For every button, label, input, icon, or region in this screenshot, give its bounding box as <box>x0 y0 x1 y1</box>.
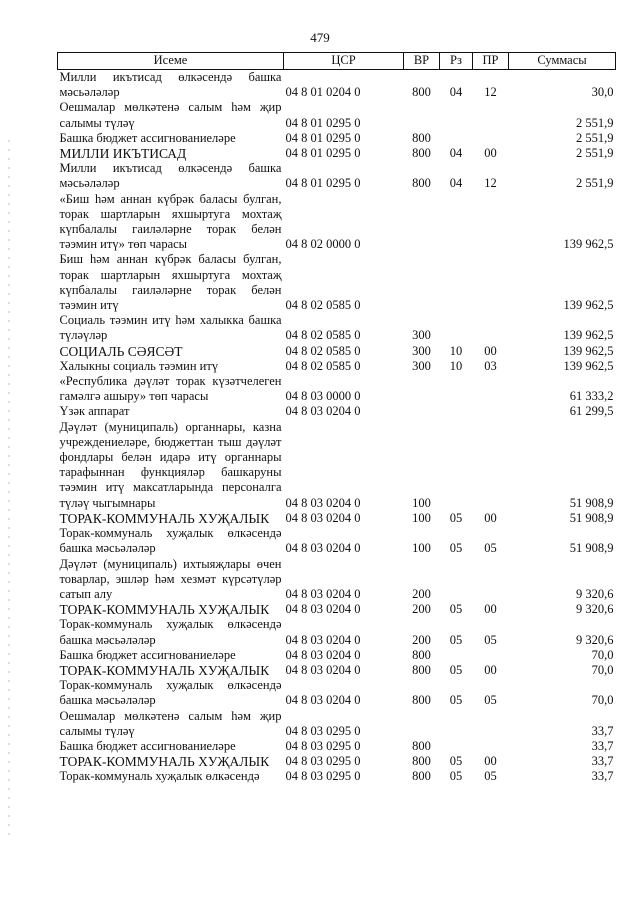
table-row <box>58 420 616 511</box>
table-row <box>58 769 616 784</box>
cell-rz: 05 <box>449 541 463 556</box>
cell-pr <box>473 739 509 754</box>
cell-rz: 04 <box>449 85 463 100</box>
cell-name: Торак-коммуналь хуҗалык өлкәсендә башка мәсьәләләр <box>59 526 282 556</box>
cell-rz: 05 <box>449 754 463 769</box>
cell-pr <box>473 374 509 404</box>
cell-sum: 139 962,5 <box>563 358 614 373</box>
cell-pr: 05 <box>484 693 497 708</box>
cell-vr: 300 <box>412 328 431 343</box>
cell-sum: 33,7 <box>591 754 614 769</box>
cell-name: Башка бюджет ассигнованиеләре <box>59 130 236 145</box>
cell-sum: 30,0 <box>591 85 614 100</box>
cell-pr: 05 <box>484 541 497 556</box>
cell-pr <box>473 404 509 419</box>
cell-rz <box>440 648 473 663</box>
cell-csr: 04 8 03 0204 0 <box>285 602 361 617</box>
cell-name: Торак-коммуналь хуҗалык өлкәсендә <box>59 769 260 784</box>
cell-name: Оешмалар мөлкәтенә салым һәм җир салымы түләү <box>59 100 282 130</box>
cell-csr: 04 8 03 0295 0 <box>285 723 361 738</box>
table-row <box>58 617 616 647</box>
cell-csr: 04 8 03 0295 0 <box>285 754 361 769</box>
cell-name: «Биш һәм аннан күбрәк баласы булган, торак шартларын яхшыртуга мохтаҗ күпбалалы гаиләләрне торак белән тәэмин итү» төп чарасы <box>59 191 282 252</box>
header-vr: ВР <box>404 53 440 70</box>
cell-sum: 70,0 <box>591 647 614 662</box>
cell-vr: 800 <box>412 754 431 769</box>
table-row <box>58 359 616 374</box>
cell-rz: 05 <box>449 662 463 677</box>
cell-pr: 05 <box>484 769 497 784</box>
cell-sum: 2 551,9 <box>576 130 614 145</box>
cell-name: ТОРАК-КОММУНАЛЬ ХУҖАЛЫК <box>59 662 270 678</box>
table-row <box>58 344 616 359</box>
cell-csr: 04 8 03 0204 0 <box>285 693 361 708</box>
table-row <box>58 100 616 130</box>
cell-name: ТОРАК-КОММУНАЛЬ ХУҖАЛЫК <box>59 602 270 618</box>
cell-vr: 200 <box>412 632 431 647</box>
cell-vr <box>404 404 440 419</box>
page-number: 479 <box>310 30 330 45</box>
table-row <box>58 161 616 191</box>
cell-csr: 04 8 03 0204 0 <box>285 632 361 647</box>
cell-sum: 51 908,9 <box>569 541 614 556</box>
cell-pr: 00 <box>484 602 497 617</box>
cell-pr <box>473 420 509 511</box>
header-sum: Суммасы <box>509 53 616 70</box>
cell-csr: 04 8 03 0000 0 <box>285 389 361 404</box>
cell-sum: 2 551,9 <box>576 146 614 161</box>
cell-vr: 800 <box>412 130 431 145</box>
cell-name: Дәүләт (муниципаль) ихтыяҗлары өчен товарлар, эшләр һәм хезмәт күрсәтүләр сатып алу <box>59 556 282 601</box>
cell-vr: 100 <box>412 541 431 556</box>
table-row <box>58 602 616 617</box>
table-row <box>58 739 616 754</box>
cell-csr: 04 8 03 0204 0 <box>285 404 361 419</box>
cell-name: ТОРАК-КОММУНАЛЬ ХУҖАЛЫК <box>59 754 270 770</box>
cell-vr <box>404 374 440 404</box>
cell-vr: 300 <box>412 343 431 358</box>
cell-sum: 139 962,5 <box>563 343 614 358</box>
cell-pr: 00 <box>484 146 497 161</box>
table-row <box>58 131 616 146</box>
cell-sum: 9 320,6 <box>576 632 614 647</box>
header-pr: ПР <box>473 53 509 70</box>
cell-csr: 04 8 03 0204 0 <box>285 541 361 556</box>
cell-rz: 10 <box>449 343 463 358</box>
cell-vr: 100 <box>412 495 431 510</box>
cell-pr: 12 <box>484 176 497 191</box>
cell-sum: 61 333,2 <box>569 389 614 404</box>
cell-pr: 03 <box>484 358 497 373</box>
cell-rz <box>440 420 473 511</box>
cell-vr: 200 <box>412 586 431 601</box>
cell-rz: 05 <box>449 769 463 784</box>
cell-rz: 05 <box>449 693 463 708</box>
cell-pr <box>473 192 509 253</box>
cell-csr: 04 8 01 0295 0 <box>285 176 361 191</box>
cell-rz <box>440 192 473 253</box>
cell-rz: 05 <box>449 510 463 525</box>
header-csr: ЦСР <box>284 53 404 70</box>
table-row <box>58 192 616 253</box>
cell-name: Оешмалар мөлкәтенә салым һәм җир салымы түләү <box>59 708 282 738</box>
table-row <box>58 404 616 419</box>
table-row <box>58 70 616 101</box>
cell-rz <box>440 374 473 404</box>
cell-csr: 04 8 02 0000 0 <box>285 237 361 252</box>
cell-name: Социаль тәэмин итү һәм халыкка башка түләүләр <box>59 313 282 343</box>
table-row <box>58 754 616 769</box>
cell-name: «Республика дәүләт торак күзәтчелеген гамәлгә ашыру» төп чарасы <box>59 374 282 404</box>
cell-csr: 04 8 02 0585 0 <box>285 358 361 373</box>
cell-name: Башка бюджет ассигнованиеләре <box>59 738 236 753</box>
cell-csr: 04 8 03 0204 0 <box>285 586 361 601</box>
cell-sum: 9 320,6 <box>576 602 614 617</box>
cell-rz <box>440 252 473 313</box>
cell-pr: 00 <box>484 662 497 677</box>
cell-name: Биш һәм аннан күбрәк баласы булган, торак шартларын яхшыртуга мохтаҗ күпбалалы гаиләләрне торак белән тәэмин итү <box>59 252 282 313</box>
cell-rz <box>440 739 473 754</box>
cell-pr <box>473 252 509 313</box>
cell-pr <box>473 648 509 663</box>
cell-name: ТОРАК-КОММУНАЛЬ ХУҖАЛЫК <box>59 510 270 526</box>
cell-rz <box>440 313 473 343</box>
cell-vr <box>404 709 440 739</box>
cell-csr: 04 8 02 0585 0 <box>285 328 361 343</box>
cell-rz: 04 <box>449 146 463 161</box>
cell-csr: 04 8 01 0295 0 <box>285 130 361 145</box>
table-row <box>58 648 616 663</box>
header-name: Исеме <box>58 53 284 70</box>
cell-pr <box>473 709 509 739</box>
cell-csr: 04 8 03 0204 0 <box>285 662 361 677</box>
cell-name: Дәүләт (муниципаль) органнары, казна учреждениеләре, бюджеттан тыш дәүләт фондлары белән идарә итү органнары тарафыннан функцияләр башкаруны тәэмин итү максатларында персоналга түләү чыгымнары <box>59 419 282 510</box>
cell-vr: 800 <box>412 647 431 662</box>
cell-sum: 33,7 <box>591 723 614 738</box>
cell-pr: 00 <box>484 510 497 525</box>
table-row <box>58 252 616 313</box>
cell-name: Торак-коммуналь хуҗалык өлкәсендә башка мәсьәләләр <box>59 617 282 647</box>
cell-vr: 800 <box>412 738 431 753</box>
table-header-row <box>58 53 616 70</box>
cell-rz: 05 <box>449 602 463 617</box>
cell-vr: 800 <box>412 769 431 784</box>
cell-csr: 04 8 03 0204 0 <box>285 495 361 510</box>
cell-vr <box>404 100 440 130</box>
cell-rz <box>440 131 473 146</box>
table-row <box>58 374 616 404</box>
cell-csr: 04 8 03 0295 0 <box>285 738 361 753</box>
cell-rz: 04 <box>449 176 463 191</box>
cell-sum: 70,0 <box>591 662 614 677</box>
table-row <box>58 511 616 526</box>
table-row <box>58 557 616 603</box>
scan-margin-marks <box>8 140 10 840</box>
cell-pr <box>473 131 509 146</box>
cell-csr: 04 8 03 0295 0 <box>285 769 361 784</box>
cell-name: Башка бюджет ассигнованиеләре <box>59 647 236 662</box>
cell-csr: 04 8 03 0204 0 <box>285 647 361 662</box>
cell-csr: 04 8 01 0295 0 <box>285 146 361 161</box>
cell-vr: 200 <box>412 602 431 617</box>
cell-sum: 33,7 <box>591 769 614 784</box>
cell-vr: 800 <box>412 176 431 191</box>
cell-name: Үзәк аппарат <box>59 404 130 419</box>
cell-csr: 04 8 02 0585 0 <box>285 298 361 313</box>
header-rz: Рз <box>440 53 473 70</box>
cell-rz <box>440 709 473 739</box>
cell-vr: 800 <box>412 693 431 708</box>
table-row <box>58 709 616 739</box>
cell-vr: 100 <box>412 510 431 525</box>
cell-rz <box>440 557 473 603</box>
cell-name: Торак-коммуналь хуҗалык өлкәсендә башка мәсьәләләр <box>59 678 282 708</box>
table-row <box>58 146 616 161</box>
cell-pr <box>473 100 509 130</box>
cell-name: Милли икътисад өлкәсендә башка мәсьәләләр <box>59 70 282 100</box>
cell-sum: 2 551,9 <box>576 115 614 130</box>
cell-csr: 04 8 02 0585 0 <box>285 343 361 358</box>
cell-sum: 139 962,5 <box>563 237 614 252</box>
cell-sum: 51 908,9 <box>569 510 614 525</box>
cell-name: Милли икътисад өлкәсендә башка мәсьәләләр <box>59 161 282 191</box>
cell-pr: 00 <box>484 343 497 358</box>
table-row <box>58 526 616 556</box>
cell-pr: 05 <box>484 632 497 647</box>
cell-name: МИЛЛИ ИКЪТИСАД <box>59 146 187 162</box>
cell-vr: 800 <box>412 662 431 677</box>
cell-rz <box>440 100 473 130</box>
table-row <box>58 663 616 678</box>
budget-table <box>57 52 616 785</box>
cell-pr: 00 <box>484 754 497 769</box>
cell-csr: 04 8 01 0295 0 <box>285 115 361 130</box>
cell-vr <box>404 252 440 313</box>
cell-sum: 9 320,6 <box>576 586 614 601</box>
cell-sum: 70,0 <box>591 693 614 708</box>
cell-vr: 800 <box>412 85 431 100</box>
cell-rz: 05 <box>449 632 463 647</box>
cell-sum: 61 299,5 <box>569 404 614 419</box>
cell-pr: 12 <box>484 85 497 100</box>
table-row <box>58 678 616 708</box>
cell-pr <box>473 557 509 603</box>
cell-sum: 51 908,9 <box>569 495 614 510</box>
cell-vr: 800 <box>412 146 431 161</box>
cell-vr <box>404 192 440 253</box>
cell-vr: 300 <box>412 358 431 373</box>
cell-csr: 04 8 01 0204 0 <box>285 85 361 100</box>
cell-pr <box>473 313 509 343</box>
cell-rz: 10 <box>449 358 463 373</box>
cell-rz <box>440 404 473 419</box>
cell-sum: 2 551,9 <box>576 176 614 191</box>
cell-sum: 139 962,5 <box>563 328 614 343</box>
cell-name: СОЦИАЛЬ СӘЯСӘТ <box>59 343 183 359</box>
cell-sum: 139 962,5 <box>563 298 614 313</box>
cell-sum: 33,7 <box>591 738 614 753</box>
table-row <box>58 313 616 343</box>
cell-name: Халыкны социаль тәэмин итү <box>59 358 219 373</box>
cell-csr: 04 8 03 0204 0 <box>285 510 361 525</box>
